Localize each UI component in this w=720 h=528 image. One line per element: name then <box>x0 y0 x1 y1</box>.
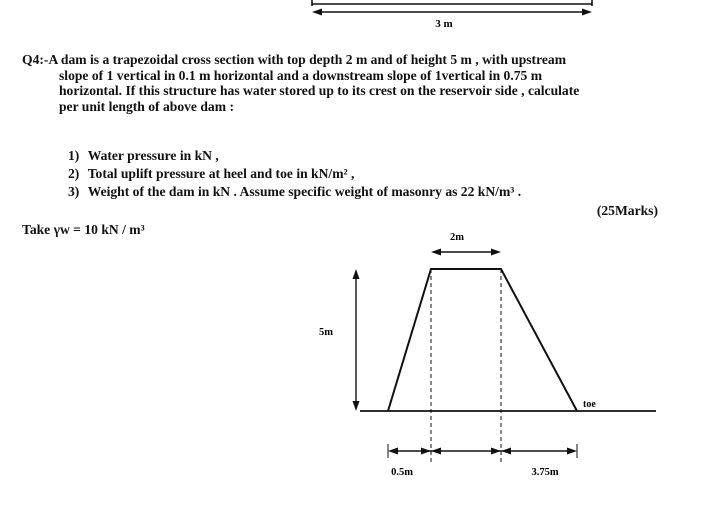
middle-right-arrow <box>491 448 501 455</box>
heel-offset-label: 0.5m <box>391 467 413 478</box>
unit-weight-note: Take γw = 10 kN / m³ <box>22 222 145 237</box>
toe-offset-right-arrow <box>567 448 577 455</box>
top-width-label: 2m <box>450 232 464 243</box>
middle-left-arrow <box>431 448 441 455</box>
question-line-1: A dam is a trapezoidal cross section with top depth 2 m and of height 5 m , with upstream <box>48 52 567 67</box>
toe-label: toe <box>583 399 596 410</box>
dam-outline <box>388 269 577 411</box>
question-label: Q4:- <box>22 52 49 67</box>
marks-label: (25Marks) <box>596 203 658 218</box>
heel-offset-right-arrow <box>421 448 431 455</box>
requirement-text: Total uplift pressure at heel and toe in kN/m² , <box>87 166 355 181</box>
requirement-number: 1) <box>68 148 80 163</box>
heel-offset-left-arrow <box>388 448 398 455</box>
question-line-2: slope of 1 vertical in 0.1 m horizontal and a downstream slope of 1vertical in 0.75 m <box>59 67 543 83</box>
requirement-text: Weight of the dam in kN . Assume specific weight of masonry as 22 kN/m³ . <box>87 184 522 199</box>
top-width-left-arrow <box>431 249 441 256</box>
requirement-number: 3) <box>68 184 80 199</box>
top-dimension-label: 3 m <box>435 18 453 30</box>
question-line-3: horizontal. If this structure has water stored up to its crest on the reservoir side , calculate <box>59 83 580 98</box>
height-bottom-arrow <box>353 401 360 411</box>
height-top-arrow <box>353 269 360 279</box>
toe-offset-left-arrow <box>501 448 511 455</box>
requirement-number: 2) <box>68 166 80 181</box>
top-width-right-arrow <box>491 249 501 256</box>
requirement-text: Water pressure in kN , <box>87 148 219 163</box>
question-line-4: per unit length of above dam : <box>59 98 234 114</box>
height-label: 5m <box>319 327 333 338</box>
toe-offset-label: 3.75m <box>531 467 559 478</box>
